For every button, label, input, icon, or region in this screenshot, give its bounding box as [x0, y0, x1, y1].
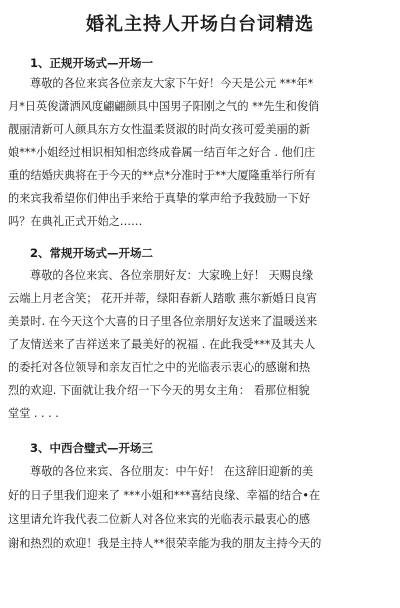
paragraph-line: 靓丽清新可人颜具东方女性温柔贤淑的时尚女孩可爱美丽的新 — [8, 123, 311, 136]
paragraph-line: 美景时. 在今天这个大喜的日子里各位亲朋好友送来了温暖送来 — [8, 315, 318, 328]
paragraph-line: 尊敬的各位来宾、各位朋友：中午好！ 在这辞旧迎新的美 — [30, 465, 314, 478]
paragraph-line: 了友情送来了吉祥送来了最美好的祝福 . 在此我受***及其夫人 — [8, 338, 316, 351]
paragraph-line: 重的结婚庆典将在于今天的**点*分准时于**大厦隆重举行所有 — [8, 169, 316, 182]
paragraph-line: 的委托对各位领导和亲友百忙之中的光临表示衷心的感谢和热 — [8, 361, 311, 374]
paragraph-line: 烈的欢迎. 下面就让我介绍一下今天的男女主角： 看那位相貌 — [8, 384, 310, 397]
document-title: 婚礼主持人开场白台词精选 — [86, 14, 314, 35]
paragraph-line: 尊敬的各位来宾、各位亲朋好友：大家晚上好！ 天赐良缘 — [30, 269, 314, 282]
section-heading-3: 3、中西合璧式—开场三 — [30, 441, 154, 455]
paragraph-line: 云端上月老含笑； 花开并蒂，绿阳春新人踏歌 燕尔新婚日良宵 — [8, 292, 318, 305]
paragraph-line: 谢和热烈的欢迎！我是主持人**很荣幸能为我的朋友主持今天的 — [8, 537, 322, 550]
paragraph-line: 尊敬的各位来宾各位亲友大家下午好！今天是公元 ***年* — [30, 77, 314, 90]
section-heading-1: 1、正规开场式—开场一 — [30, 56, 154, 70]
paragraph-line: 好的日子里我们迎来了 ***小姐和***喜结良缘、幸福的结合•在 — [8, 489, 321, 502]
paragraph-line: 月*日英俊潇洒风度翩翩颜具中国男子阳刚之气的 **先生和俊俏 — [8, 100, 320, 113]
paragraph-line: 吗？在典礼正式开始之…… — [8, 215, 143, 228]
paragraph-line: 娘***小姐经过相识相知相恋终成眷属一结百年之好合 . 他们庄 — [8, 146, 316, 159]
paragraph-line: 这里请允许我代表二位新人对各位来宾的光临表示最衷心的感 — [8, 513, 311, 526]
paragraph-line: 堂堂 . . . . — [8, 407, 59, 420]
section-heading-2: 2、常规开场式—开场二 — [30, 246, 154, 260]
paragraph-line: 的来宾我希望你们伸出手来给于真挚的掌声给予我鼓励一下好 — [8, 192, 311, 205]
